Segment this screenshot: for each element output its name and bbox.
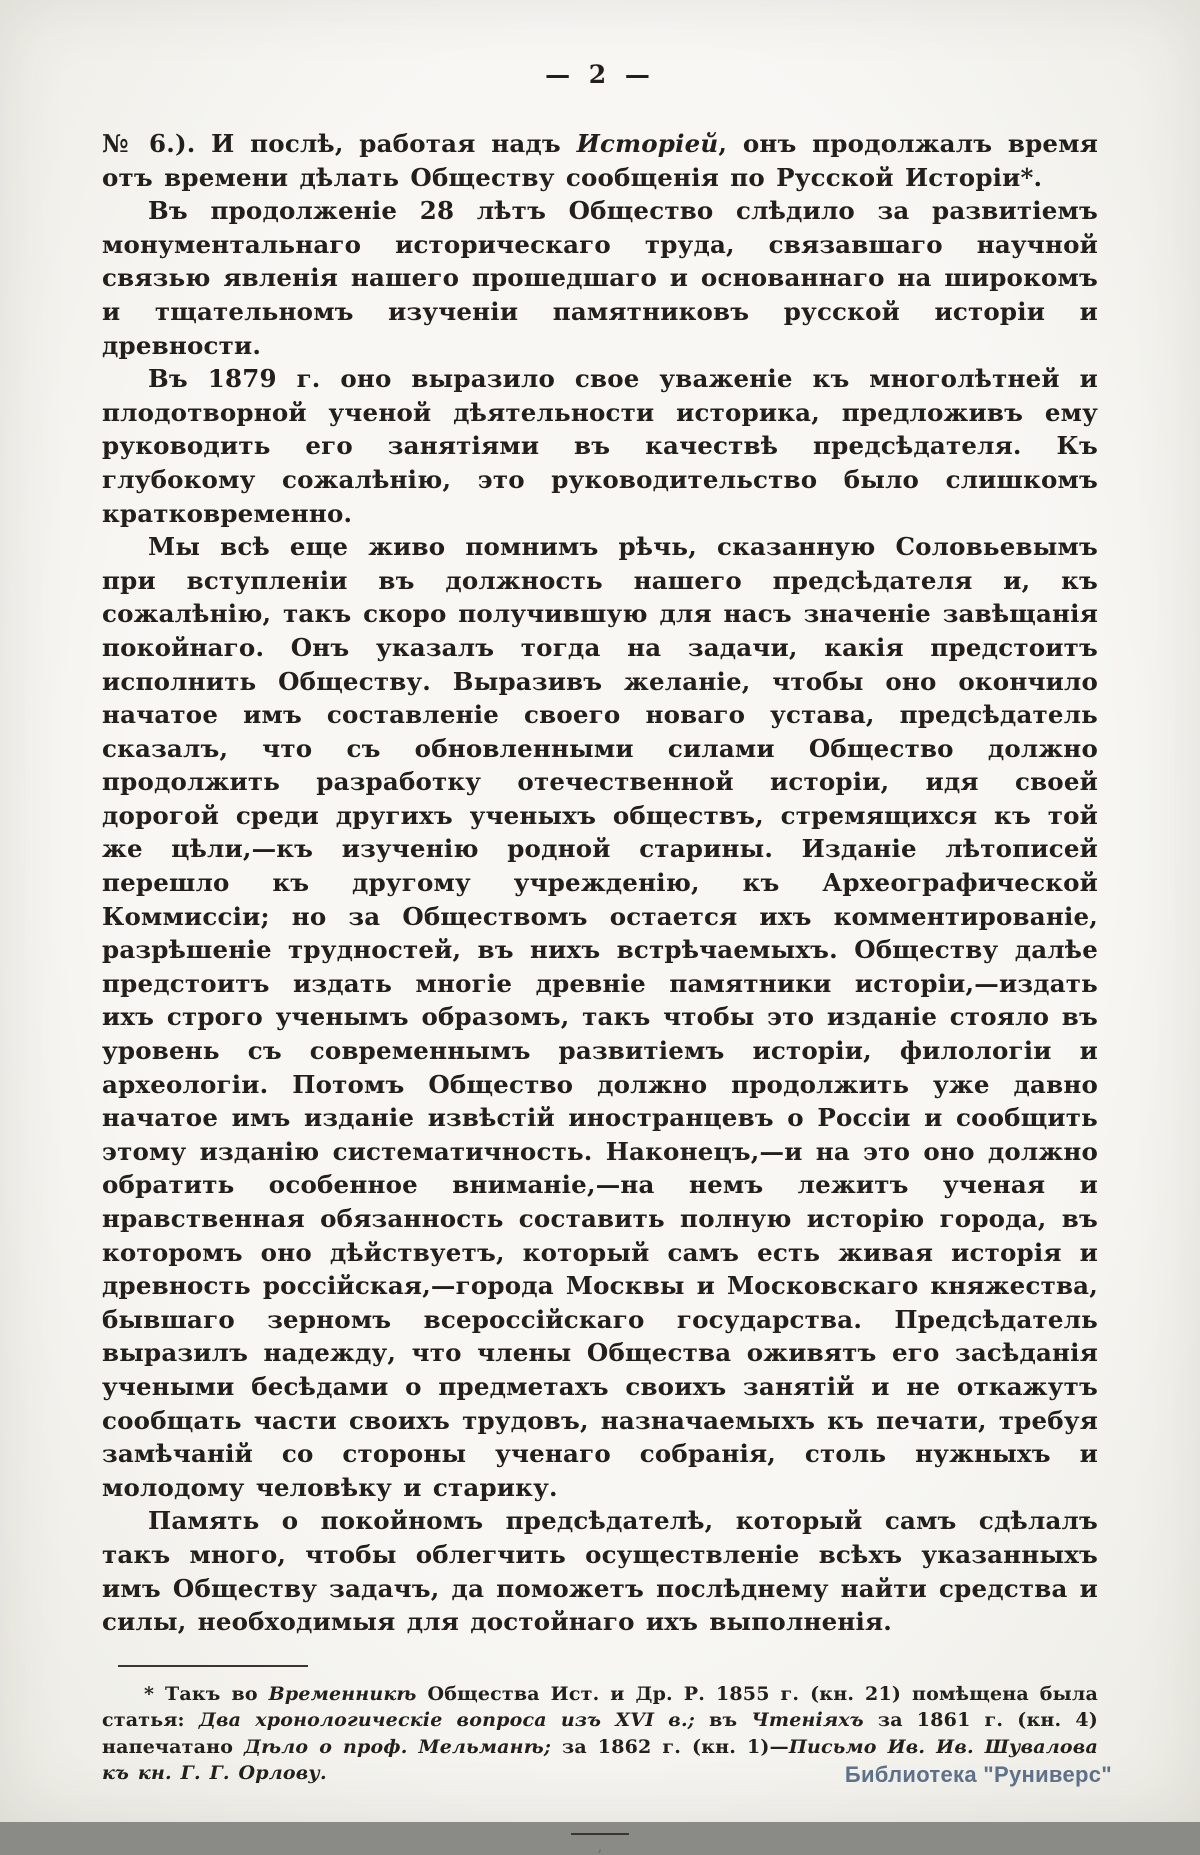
end-mark: ,: [597, 1836, 603, 1855]
footnote-separator: [118, 1665, 308, 1667]
paragraph: [102, 194, 1098, 362]
text-segment: * Такъ во: [144, 1682, 269, 1705]
italic-text-segment: Дѣло о проф. Мельманѣ;: [244, 1735, 552, 1758]
text-segment: Мы всѣ еще живо помнимъ рѣчь, сказанную Соловьевымъ при вступленіи въ должность нашего предсѣдателя и, къ сожалѣнію, такъ скоро получившую для насъ значеніе завѣщанія покойнаго. Онъ указалъ тогда на задачи, какія предстоитъ исполнить Обществу. Выразивъ желаніе, чтобы оно окончило начатое имъ составленіе своего новаго устава, предсѣдатель сказалъ, что съ обновленными силами Общество должно продолжить разработку отечественной исторіи, идя своей дорогой среди другихъ ученыхъ обществъ, стремящихся къ той же цѣли,—къ изученію родной старины. Изданіе лѣтописей перешло къ другому учрежденію, къ Археографической Коммиссіи; но за Обществомъ остается ихъ комментированіе, разрѣшеніе трудностей, въ нихъ встрѣчаемыхъ. Обществу далѣе предстоитъ издать многіе древніе памятники исторіи,—издать ихъ строго ученымъ образомъ, такъ чтобы это изданіе стояло въ уровень съ современнымъ развитіемъ исторіи, филологіи и археологіи. Потомъ Общество должно продолжить уже давно начатое имъ изданіе извѣстій иностранцевъ о Россіи и сообщить этому изданію систематичность. Наконецъ,—и на это оно должно обратить особенное вниманіе,—на немъ лежитъ ученая и нравственная обязанность составить полную исторію города, въ которомъ оно дѣйствуетъ, который самъ есть живая исторія и древность россійская,—города Москвы и Московскаго княжества, бывшаго зерномъ всероссійскаго государства. Предсѣдатель выразилъ надежду, что члены Общества оживятъ его засѣданія учеными бесѣдами о предметахъ своихъ занятій и не откажутъ сообщать части своихъ трудовъ, назначаемыхъ къ печати, требуя замѣчаній со стороны ученаго собранія, столь нужныхъ и молодому человѣку и старику.: [102, 532, 1098, 1502]
text-segment: за 1862 г. (кн. 1)—: [551, 1735, 789, 1758]
italic-text-segment: Письмо Ив. Ив. Шувалова къ кн. Г. Г. Орлову.: [102, 1735, 1098, 1785]
text-segment: № 6.). И послѣ, работая надъ: [102, 129, 577, 158]
paragraph: [102, 1504, 1098, 1638]
italic-text-segment: Два хронологическіе вопроса изъ XVI в.;: [198, 1709, 696, 1732]
text-segment: за 1861 г. (кн. 4) напечатано: [102, 1709, 1098, 1758]
paragraph: [102, 127, 1098, 194]
text-segment: , онъ продолжалъ время отъ времени дѣлать Обществу сообщенія по Русской Исторіи*.: [102, 129, 1099, 192]
paragraph: [102, 362, 1098, 530]
italic-text-segment: Временникѣ: [268, 1682, 417, 1705]
text-segment: Въ продолженіе 28 лѣтъ Общество слѣдило за развитіемъ монументальнаго историческаго труда, связавшаго научной связью явленія нашего прошедшаго и основаннаго на широкомъ и тщательномъ изученіи памятниковъ русской исторіи и древности.: [102, 196, 1098, 360]
watermark: Библиотека "Руниверс": [844, 1762, 1112, 1787]
text-body: [102, 127, 1098, 1639]
end-rule: [571, 1833, 629, 1835]
text-segment: Память о покойномъ предсѣдателѣ, который самъ сдѣлалъ такъ много, чтобы облегчить осуществленіе всѣхъ указанныхъ имъ Обществу задачъ, да поможетъ послѣднему найти средства и силы, необходимыя для достойнаго ихъ выполненія.: [102, 1506, 1098, 1637]
italic-text-segment: Чтеніяхъ: [751, 1709, 864, 1732]
page-number: — 2 —: [545, 60, 655, 89]
italic-text-segment: Исторіей: [576, 129, 719, 158]
paragraph: [102, 530, 1098, 1504]
text-segment: въ: [695, 1709, 752, 1732]
text-segment: Общества Ист. и Др. Р. 1855 г. (кн. 21) помѣщена была статья:: [102, 1682, 1098, 1732]
text-segment: Въ 1879 г. оно выразило свое уваженіе къ многолѣтней и плодотворной ученой дѣятельности историка, предложивъ ему руководить его занятіями въ качествѣ предсѣдателя. Къ глубокому сожалѣнію, это руководительство было слишкомъ кратковременно.: [102, 364, 1098, 528]
